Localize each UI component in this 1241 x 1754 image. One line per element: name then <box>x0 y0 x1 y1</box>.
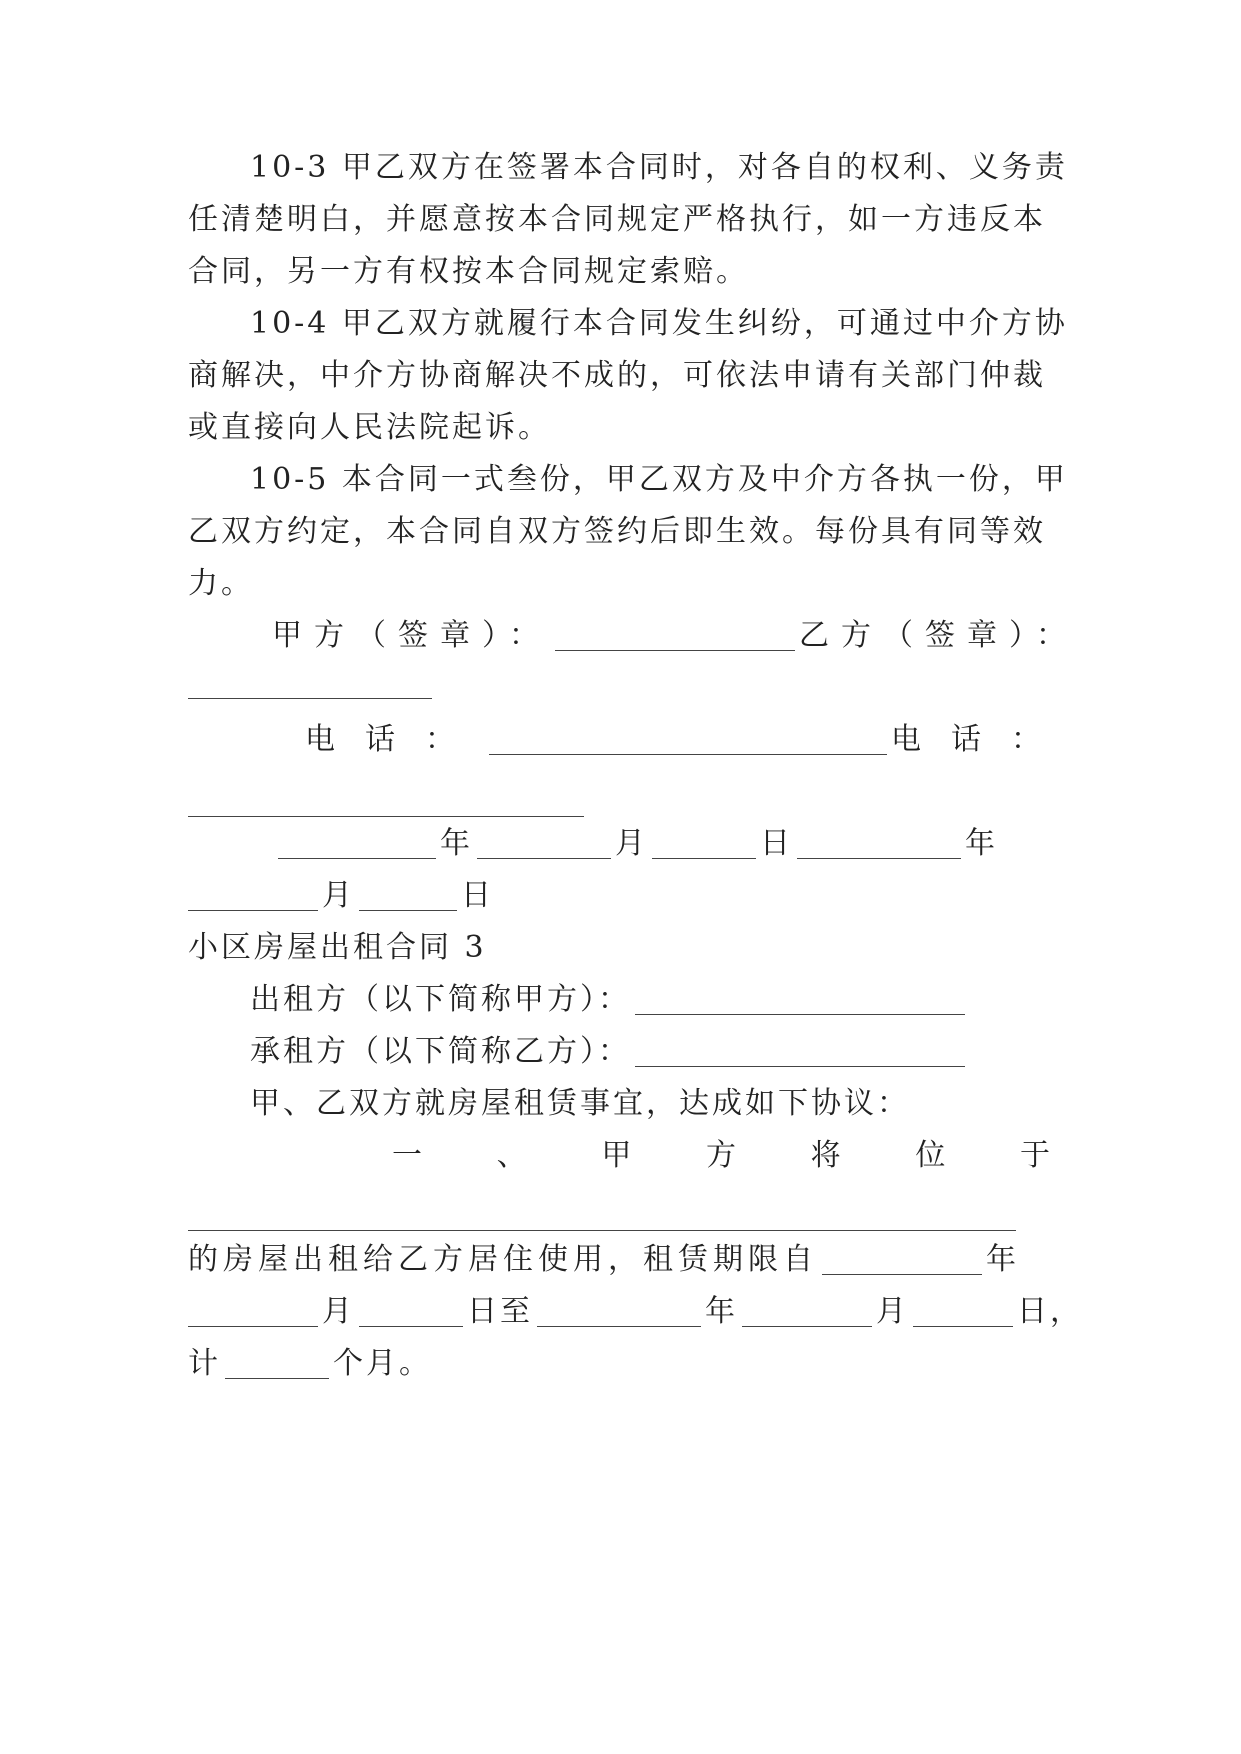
end-day-blank <box>913 1296 1013 1327</box>
lease-term-row-1 <box>188 1230 1050 1290</box>
total-months-blank <box>225 1348 329 1379</box>
lessee-row <box>250 1022 1050 1082</box>
party-a-signature-blank <box>555 620 795 651</box>
party-a-signature-label: 甲方（签章）： <box>272 618 551 653</box>
date-row <box>274 814 1050 874</box>
total-suffix: 个月。 <box>333 1346 432 1381</box>
lease-term-text: 的房屋出租给乙方居住使用，租赁期限自 <box>188 1242 818 1277</box>
party-b-year-blank <box>797 828 961 859</box>
start-year-label: 年 <box>986 1242 1021 1277</box>
contract-3-title: 小区房屋出租合同 3 <box>188 930 487 965</box>
end-month-blank <box>742 1296 872 1327</box>
start-day-blank <box>359 1296 463 1327</box>
lessor-row <box>250 970 1050 1030</box>
lessee-label: 承租方（以下简称乙方）： <box>250 1034 631 1069</box>
party-a-phone-blank <box>489 724 887 755</box>
start-year-blank <box>822 1244 982 1275</box>
party-b-month-blank <box>188 880 318 911</box>
clause-10-5-line-2: 乙双方约定，本合同自双方签约后即生效。每份具有同等效 <box>188 514 1046 549</box>
clause-10-3-line-2: 任清楚明白，并愿意按本合同规定严格执行，如一方违反本 <box>188 202 1046 237</box>
party-a-month-label: 月 <box>615 826 648 861</box>
signature-row <box>272 606 1078 666</box>
lease-term-row-2 <box>188 1282 1083 1342</box>
lessor-blank <box>635 984 965 1015</box>
end-day-label: 日， <box>1017 1294 1083 1329</box>
party-a-year-label: 年 <box>440 826 473 861</box>
end-month-label: 月 <box>876 1294 909 1329</box>
clause-10-5-line-3: 力。 <box>188 566 254 601</box>
clause-10-3-line-3: 合同，另一方有权按本合同规定索赔。 <box>188 254 749 289</box>
party-a-year-blank <box>278 828 436 859</box>
clause-10-3-line-1: 10-3 甲乙双方在签署本合同时，对各自的权利、义务责 <box>250 150 1068 185</box>
start-month-blank <box>188 1296 318 1327</box>
party-b-month-label: 月 <box>322 878 355 913</box>
phone-row <box>305 710 1071 770</box>
party-b-year-label: 年 <box>965 826 998 861</box>
party-b-signature-label: 乙方（签章）： <box>799 618 1078 653</box>
total-prefix: 计 <box>188 1346 221 1381</box>
clause-10-5-line-1: 10-5 本合同一式叁份，甲乙双方及中介方各执一份，甲 <box>250 462 1068 497</box>
end-year-label: 年 <box>705 1294 738 1329</box>
date-row-2 <box>188 866 1050 926</box>
clause-10-4-line-1: 10-4 甲乙双方就履行本合同发生纠纷，可通过中介方协 <box>250 306 1068 341</box>
start-month-label: 月 <box>322 1294 355 1329</box>
party-b-day-blank <box>359 880 457 911</box>
lessee-blank <box>635 1036 965 1067</box>
party-a-phone-label: 电话： <box>305 722 485 757</box>
lessor-label: 出租方（以下简称甲方）： <box>250 982 631 1017</box>
party-a-day-blank <box>652 828 756 859</box>
end-year-blank <box>537 1296 701 1327</box>
party-b-phone-label: 电话： <box>891 722 1071 757</box>
party-b-signature-blank <box>188 698 432 699</box>
intro-line: 甲、乙双方就房屋租赁事宜，达成如下协议： <box>250 1086 910 1121</box>
start-day-label: 日至 <box>467 1294 533 1329</box>
lease-total-row <box>188 1334 1050 1394</box>
item-1-heading: 一、甲方将位于 <box>392 1138 1050 1173</box>
party-a-month-blank <box>477 828 611 859</box>
party-a-day-label: 日 <box>760 826 793 861</box>
clause-10-4-line-2: 商解决，中介方协商解决不成的，可依法申请有关部门仲裁 <box>188 358 1046 393</box>
clause-10-4-line-3: 或直接向人民法院起诉。 <box>188 410 551 445</box>
party-b-day-label: 日 <box>461 878 494 913</box>
